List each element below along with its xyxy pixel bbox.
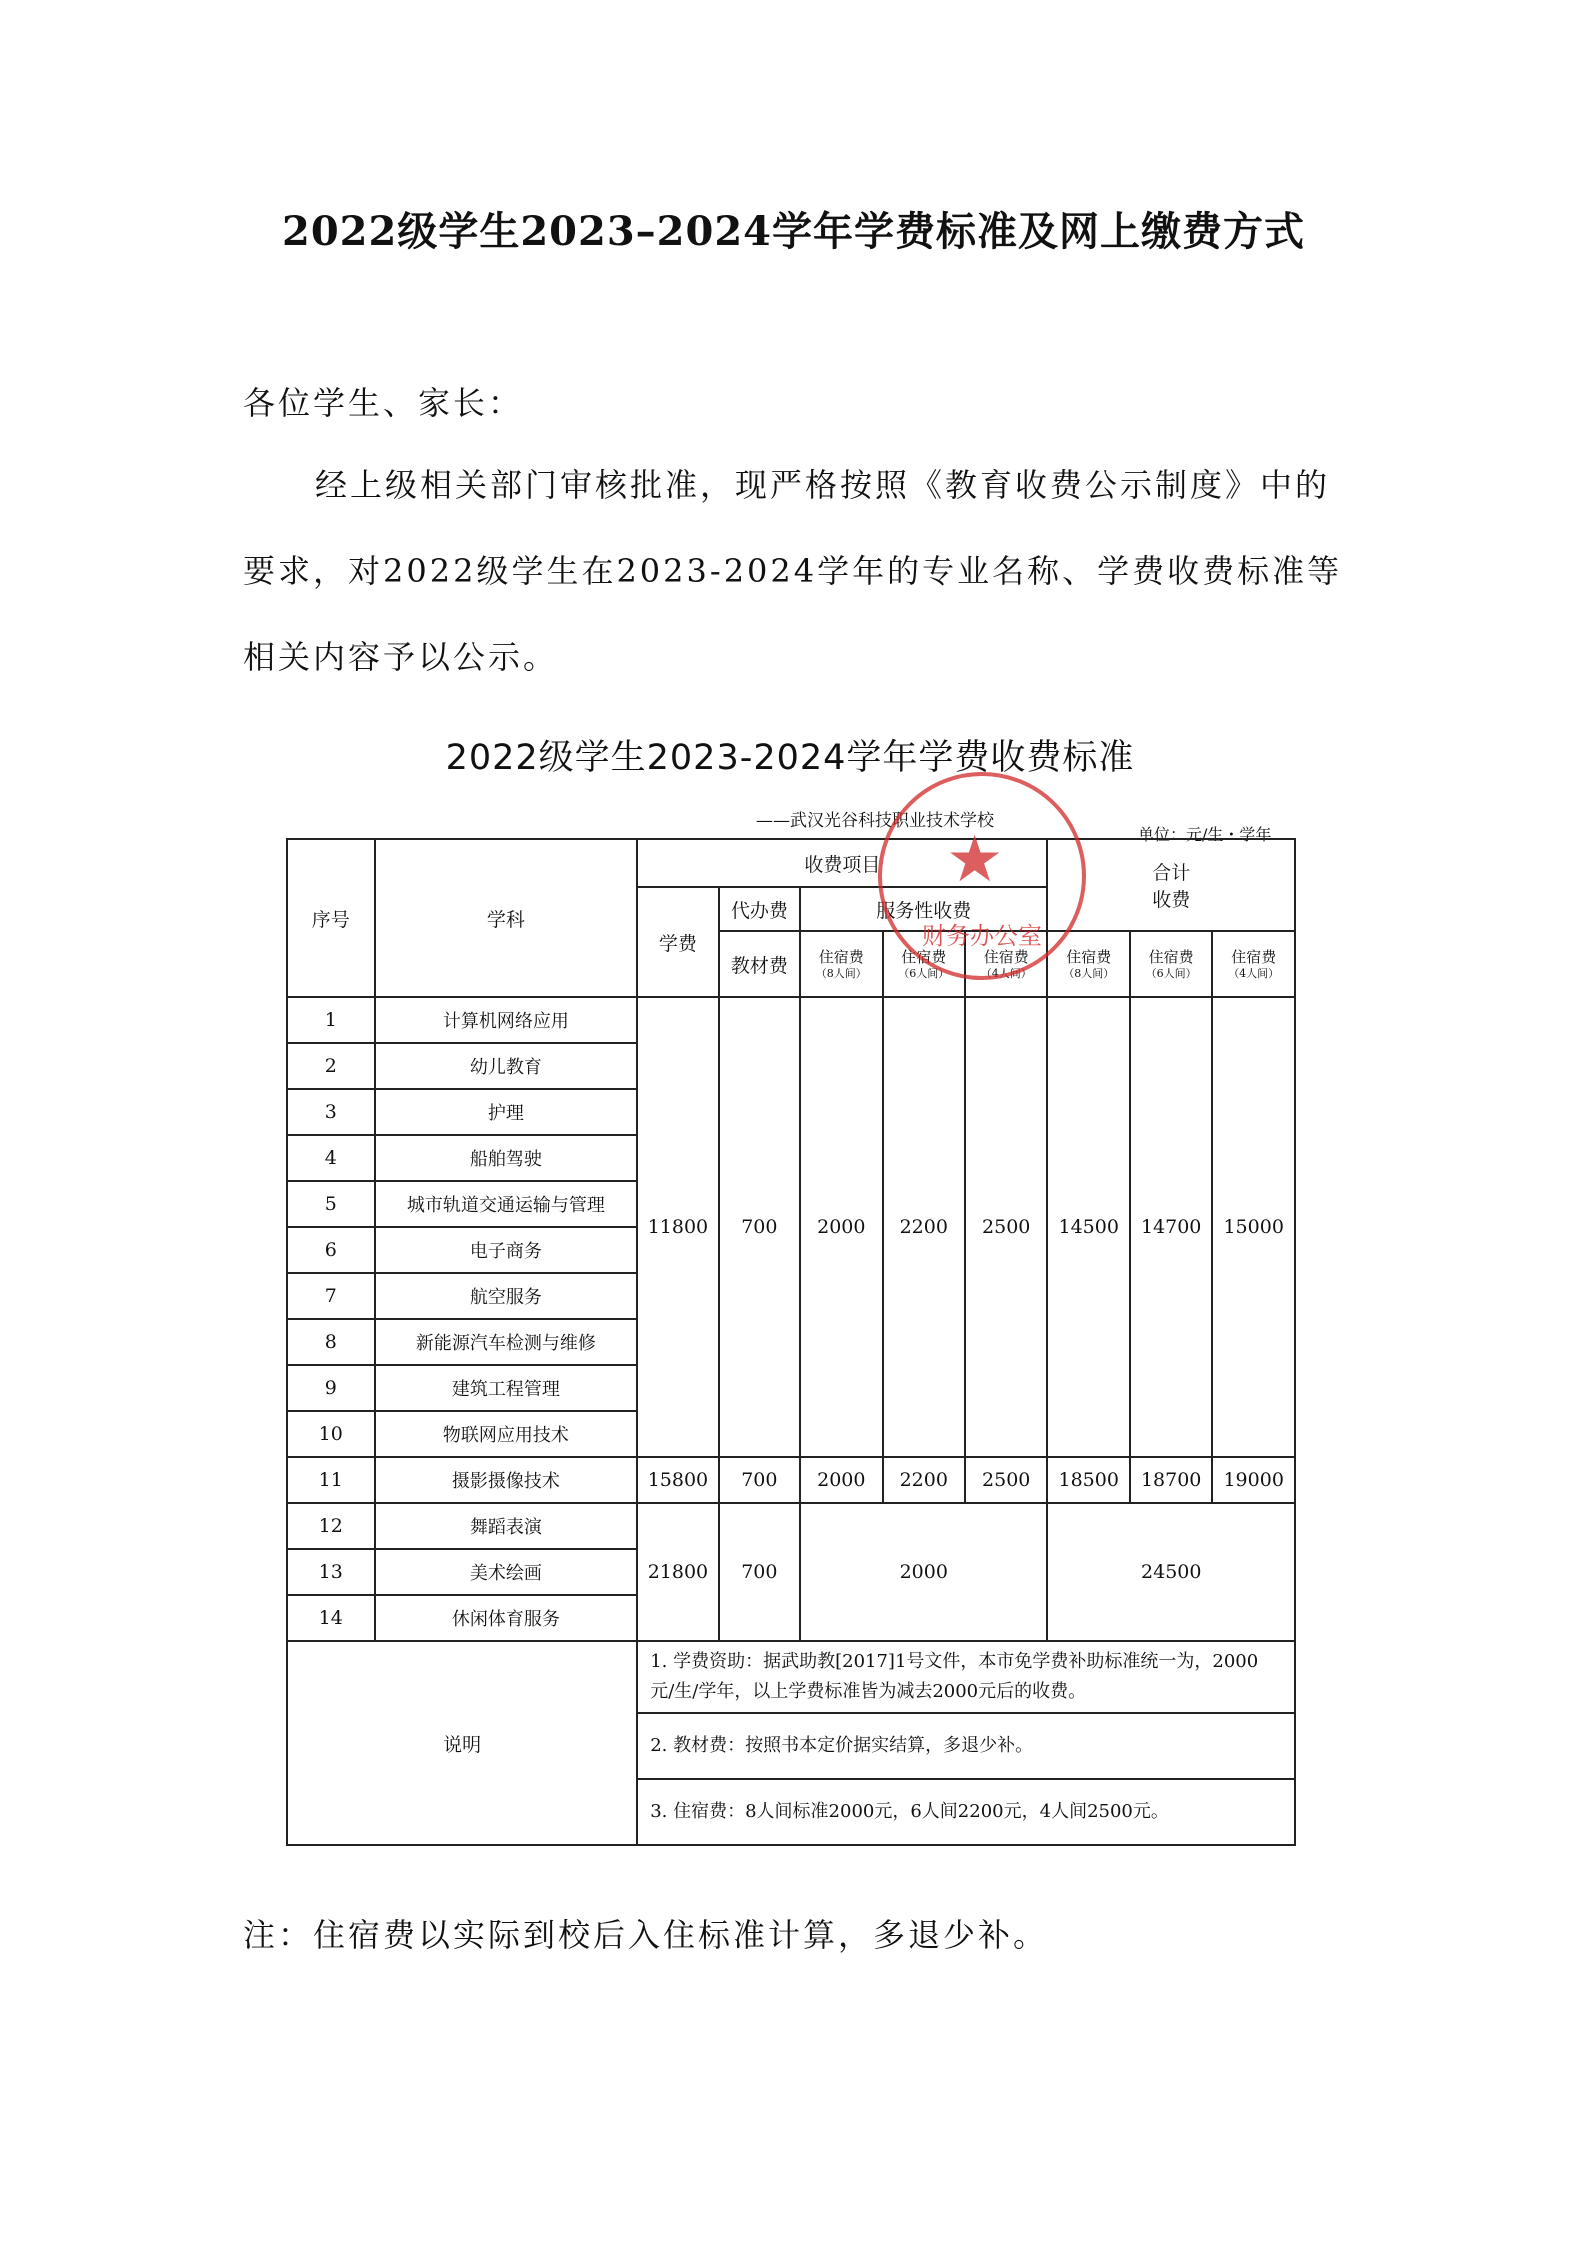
group1-total-4: 15000 (1212, 997, 1295, 1457)
header-lodging-8: 住宿费 （8人间） (800, 931, 882, 997)
table-row (287, 1503, 1295, 1549)
header-total-6: 住宿费 （6人间） (1130, 931, 1212, 997)
group2-lodging-6: 2200 (883, 1457, 965, 1503)
row-subject: 休闲体育服务 (375, 1595, 638, 1641)
header-total-8: 住宿费 （8人间） (1047, 931, 1129, 997)
header-lodging-6: 住宿费 （6人间） (883, 931, 965, 997)
group3-total: 24500 (1047, 1503, 1295, 1641)
unit-label: 单位：元/生・学年 (1138, 825, 1272, 844)
header-subject: 学科 (375, 839, 638, 997)
header-total: 合计 收费 (1047, 839, 1295, 931)
row-subject: 舞蹈表演 (375, 1503, 638, 1549)
header-textbook: 教材费 (719, 931, 800, 997)
group3-lodging: 2000 (800, 1503, 1047, 1641)
notes-label: 说明 (287, 1641, 637, 1845)
row-no: 12 (287, 1503, 375, 1549)
row-no: 2 (287, 1043, 375, 1089)
group1-lodging-8: 2000 (800, 997, 882, 1457)
header-total-4: 住宿费 （4人间） (1212, 931, 1295, 997)
header-seq: 序号 (287, 839, 375, 997)
group1-lodging-4: 2500 (965, 997, 1048, 1457)
header-service: 服务性收费 (800, 887, 1047, 931)
row-no: 6 (287, 1227, 375, 1273)
group2-lodging-4: 2500 (965, 1457, 1048, 1503)
fee-table (286, 838, 1296, 1846)
group1-total-6: 14700 (1130, 997, 1212, 1457)
row-no: 14 (287, 1595, 375, 1641)
group2-lodging-8: 2000 (800, 1457, 882, 1503)
row-no: 4 (287, 1135, 375, 1181)
table-title: 2022级学生2023-2024学年学费收费标准 (445, 738, 1135, 778)
header-tuition: 学费 (637, 887, 718, 997)
group2-total-4: 19000 (1212, 1457, 1295, 1503)
row-subject: 电子商务 (375, 1227, 638, 1273)
note-1: 1. 学费资助：据武助教[2017]1号文件，本市免学费补助标准统一为，2000元/生/学年，以上学费标准皆为减去2000元后的收费。 (637, 1641, 1295, 1713)
row-subject: 计算机网络应用 (375, 997, 638, 1043)
group1-textbook: 700 (719, 997, 800, 1457)
group2-textbook: 700 (719, 1457, 800, 1503)
row-no: 8 (287, 1319, 375, 1365)
row-subject: 城市轨道交通运输与管理 (375, 1181, 638, 1227)
footnote: 注：住宿费以实际到校后入住标准计算，多退少补。 (243, 1916, 1049, 1954)
body-paragraph: 经上级相关部门审核批准，现严格按照《教育收费公示制度》中的要求，对2022级学生在2023-2024学年的专业名称、学费收费标准等相关内容予以公示。 (243, 466, 1343, 676)
school-name: ——武汉光谷科技职业技术学校 (756, 811, 994, 831)
row-no: 11 (287, 1457, 375, 1503)
header-agency: 代办费 (719, 887, 800, 931)
document-title: 2022级学生2023–2024学年学费标准及网上缴费方式 (282, 208, 1305, 255)
row-subject: 物联网应用技术 (375, 1411, 638, 1457)
group2-total-8: 18500 (1047, 1457, 1129, 1503)
note-3: 3. 住宿费：8人间标准2000元，6人间2200元，4人间2500元。 (637, 1779, 1295, 1845)
row-no: 13 (287, 1549, 375, 1595)
row-subject: 护理 (375, 1089, 638, 1135)
note-2: 2. 教材费：按照书本定价据实结算，多退少补。 (637, 1713, 1295, 1779)
row-no: 10 (287, 1411, 375, 1457)
greeting: 各位学生、家长： (243, 384, 524, 422)
star-icon: ★ (946, 823, 1004, 897)
row-no: 1 (287, 997, 375, 1043)
row-subject: 幼儿教育 (375, 1043, 638, 1089)
group1-lodging-6: 2200 (883, 997, 965, 1457)
row-subject: 建筑工程管理 (375, 1365, 638, 1411)
official-stamp: ★ 财务办公室 (878, 772, 1086, 980)
table-row (287, 1457, 1295, 1503)
row-no: 5 (287, 1181, 375, 1227)
row-subject: 摄影摄像技术 (375, 1457, 638, 1503)
row-no: 7 (287, 1273, 375, 1319)
table-row (287, 997, 1295, 1043)
group1-total-8: 14500 (1047, 997, 1129, 1457)
row-subject: 新能源汽车检测与维修 (375, 1319, 638, 1365)
row-subject: 航空服务 (375, 1273, 638, 1319)
header-fee-items: 收费项目 (637, 839, 1047, 887)
header-lodging-4: 住宿费 （4人间） (965, 931, 1048, 997)
group2-total-6: 18700 (1130, 1457, 1212, 1503)
row-no: 3 (287, 1089, 375, 1135)
group3-textbook: 700 (719, 1503, 800, 1641)
group3-tuition: 21800 (637, 1503, 718, 1641)
group2-tuition: 15800 (637, 1457, 718, 1503)
group1-tuition: 11800 (637, 997, 718, 1457)
row-no: 9 (287, 1365, 375, 1411)
fee-table-scan (280, 720, 1300, 1890)
row-subject: 船舶驾驶 (375, 1135, 638, 1181)
row-subject: 美术绘画 (375, 1549, 638, 1595)
